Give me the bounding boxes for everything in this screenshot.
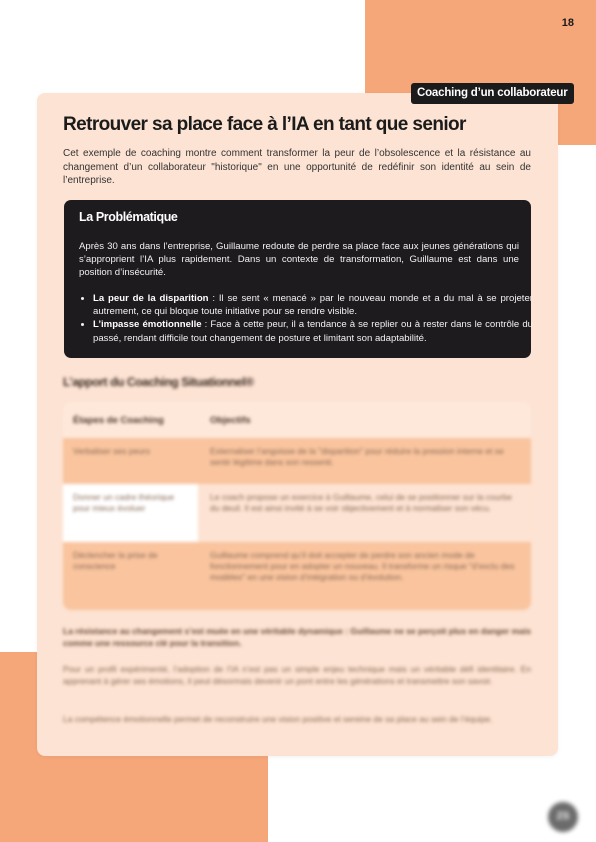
problem-heading: La Problématique	[79, 210, 178, 224]
bullet-bold: L’impasse émotionnelle	[93, 319, 202, 331]
problem-paragraph: Après 30 ans dans l’entreprise, Guillaume redoute de perdre sa place face aux jeunes générations qui s’approprient l’IA plus rapidement. Dans un contexte de transformation, Guillaume est dans une position d’insécurité.	[79, 241, 519, 279]
table-row	[63, 438, 531, 484]
section-tag: Coaching d’un collaborateur	[411, 83, 574, 104]
apport-heading: L’apport du Coaching Situationnel®	[63, 375, 254, 389]
table-cell: Guillaume comprend qu’il doit accepter de perdre son ancien mode de fonctionnement pour en adopter un nouveau. Il transforme un risque "d’exclu des modèles" en une vision d’intégration ou d’évolution.	[210, 550, 515, 582]
page-title: Retrouver sa place face à l’IA en tant que senior	[63, 114, 466, 135]
table-row	[63, 542, 531, 610]
coaching-table	[63, 402, 531, 610]
table-header-cell: Objectifs	[210, 414, 251, 426]
table-cell: Déclencher la prise de conscience	[73, 550, 158, 571]
table-cell: Donner un cadre théorique pour mieux évoluer	[63, 484, 198, 542]
corner-logo-icon: ZS	[548, 802, 578, 832]
table-cell: Verbaliser ses peurs	[73, 446, 151, 456]
bullet-text: : Face à cette peur, il a tendance à se replier ou à rester dans le contrôle du passé, rendant difficile tout changement de posture et limitant son adaptabilité.	[93, 319, 533, 344]
closing-paragraph: La compétence émotionnelle permet de reconstruire une vision positive et sereine de sa place au sein de l’équipe.	[63, 714, 493, 724]
closing-paragraph: La résistance au changement s’est muée en une véritable dynamique : Guillaume ne se perçoit plus en danger mais comme une ressource clé pour la transition.	[63, 626, 531, 648]
bullet-text: : Il se sent « menacé » par le nouveau monde et a du mal à se projeter autrement, ce qui bloque toute initiative pour se rendre visible.	[93, 293, 533, 318]
bullet-bold: La peur de la disparition	[93, 293, 209, 304]
table-header-row	[63, 402, 531, 438]
table-cell: Le coach propose un exercice à Guillaume, celui de se positionner sur la courbe du deuil. Il est ainsi invité à se voir objectivement et à normaliser son vécu.	[210, 492, 512, 513]
intro-paragraph: Cet exemple de coaching montre comment transformer la peur de l’obsolescence et la résistance au changement d’un collaborateur "historique" en une opportunité de redéfinir son identité au sein de l’entreprise.	[63, 148, 531, 186]
table-header-cell: Étapes de Coaching	[73, 414, 164, 426]
closing-paragraph: Pour un profil expérimenté, l’adoption de l’IA n’est pas un simple enjeu technique mais un véritable défi identitaire. En apprenant à gérer ses émotions, il peut désormais devenir un pont entre les générations et transmettre son savoir.	[63, 664, 531, 686]
table-cell: Externaliser l’angoisse de la "disparition" pour réduire la pression interne et se sentir légitime dans son ressenti.	[210, 446, 504, 467]
page-number: 18	[561, 17, 574, 29]
table-row	[63, 484, 531, 542]
